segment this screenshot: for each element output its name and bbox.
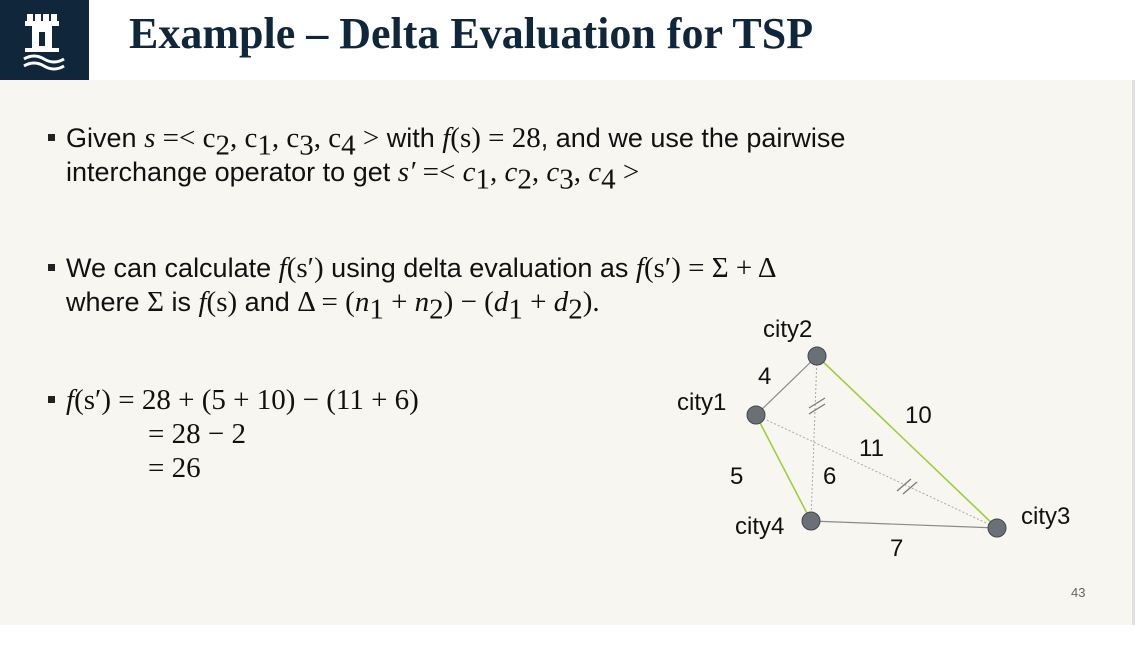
- sym-plus: +: [383, 286, 415, 318]
- sym-eq-close: >: [615, 156, 640, 188]
- sym-paren-s: (s): [206, 286, 238, 318]
- sub-4: 4: [601, 163, 616, 196]
- sub-1: 1: [369, 293, 384, 326]
- sym-c: c: [286, 122, 300, 154]
- weight-city2-city4: 6: [823, 463, 837, 490]
- sub-1: 1: [508, 293, 523, 326]
- edge-city4-city3: [811, 521, 997, 528]
- edge-city2-city4: [811, 356, 817, 521]
- sym-c: c: [244, 122, 258, 154]
- eq-line1: (s′) = 28 + (5 + 10) − (11 + 6): [74, 384, 419, 416]
- sym-paren-sp: (s′): [643, 252, 681, 284]
- slide-title: Example – Delta Evaluation for TSP: [129, 9, 814, 58]
- word-is: is: [171, 287, 191, 317]
- sub-2: 2: [517, 163, 532, 196]
- removed-edge-mark-icon: [897, 479, 917, 494]
- sym-comma: ,: [531, 156, 547, 188]
- removed-edge-mark-icon: [809, 398, 825, 414]
- sym-eq-open: =<: [155, 122, 203, 154]
- sym-c: c: [504, 156, 518, 188]
- sym-eq-open2: =<: [415, 156, 463, 188]
- var-f: f: [442, 122, 451, 154]
- sym-eq-sum: = Σ + Δ: [680, 252, 777, 284]
- sym-paren-s: (s): [450, 122, 481, 154]
- var-f: f: [278, 252, 287, 284]
- sym-c: c: [462, 156, 476, 188]
- sub-1: 1: [257, 129, 272, 162]
- sym-comma: ,: [229, 122, 245, 154]
- sym-delta-eq: Δ = (: [297, 286, 355, 318]
- label-city2: city2: [763, 316, 813, 343]
- word-using: using delta evaluation as: [331, 253, 629, 283]
- word-rest1: , and we use the pairwise: [540, 123, 846, 153]
- node-city1: [747, 406, 765, 424]
- var-s-prime: s′: [397, 156, 416, 188]
- word-where: where: [66, 287, 140, 317]
- sym-comma: ,: [489, 156, 505, 188]
- var-f: f: [635, 252, 644, 284]
- eq-line2: = 28 − 2: [148, 418, 246, 450]
- var-n: n: [414, 286, 430, 318]
- sub-3: 3: [299, 129, 314, 162]
- var-f: f: [198, 286, 207, 318]
- sub-2: 2: [215, 129, 230, 162]
- sub-4: 4: [341, 129, 356, 162]
- word-line2: interchange operator to get: [66, 157, 391, 187]
- sym-c: c: [202, 122, 216, 154]
- weight-city2-city3: 10: [905, 402, 932, 429]
- sub-2: 2: [568, 293, 583, 326]
- var-f: f: [66, 384, 75, 416]
- weight-city1-city3: 11: [859, 435, 884, 462]
- word-with: with: [386, 123, 435, 153]
- var-s: s: [144, 122, 156, 154]
- node-city4: [802, 512, 820, 530]
- weight-city4-city3: 7: [890, 535, 904, 562]
- sub-1: 1: [475, 163, 490, 196]
- sym-c: c: [588, 156, 602, 188]
- word-and: and: [244, 287, 290, 317]
- sym-plus: +: [522, 286, 554, 318]
- sym-end: ).: [582, 286, 600, 318]
- eq-line3: = 26: [148, 452, 201, 484]
- sym-comma: ,: [313, 122, 329, 154]
- label-city3: city3: [1021, 503, 1071, 530]
- edge-city1-city4: [756, 415, 811, 521]
- edge-city1-city3: [756, 415, 997, 528]
- sub-3: 3: [559, 163, 574, 196]
- sym-mid: ) − (: [443, 286, 494, 318]
- weight-city1-city2: 4: [758, 363, 772, 390]
- label-city1: city1: [677, 389, 727, 416]
- sym-eq-close: >: [355, 122, 380, 154]
- edge-city2-city3: [817, 356, 997, 528]
- bottom-strip: [0, 625, 1135, 671]
- word-calc: We can calculate: [66, 253, 272, 283]
- node-city2: [808, 347, 826, 365]
- sym-sigma: Σ: [147, 286, 164, 318]
- word-given: Given: [66, 123, 137, 153]
- node-city3: [988, 519, 1006, 537]
- weight-city1-city4: 5: [730, 463, 744, 490]
- sym-c: c: [328, 122, 342, 154]
- sym-c: c: [546, 156, 560, 188]
- sym-eq-28: = 28: [480, 122, 541, 154]
- sym-paren-sp: (s′): [286, 252, 324, 284]
- var-d: d: [493, 286, 509, 318]
- var-d: d: [553, 286, 569, 318]
- sym-comma: ,: [271, 122, 287, 154]
- sym-comma: ,: [573, 156, 589, 188]
- page-number: 43: [1071, 585, 1086, 600]
- sub-2: 2: [429, 293, 444, 326]
- label-city4: city4: [735, 513, 785, 540]
- var-n: n: [354, 286, 370, 318]
